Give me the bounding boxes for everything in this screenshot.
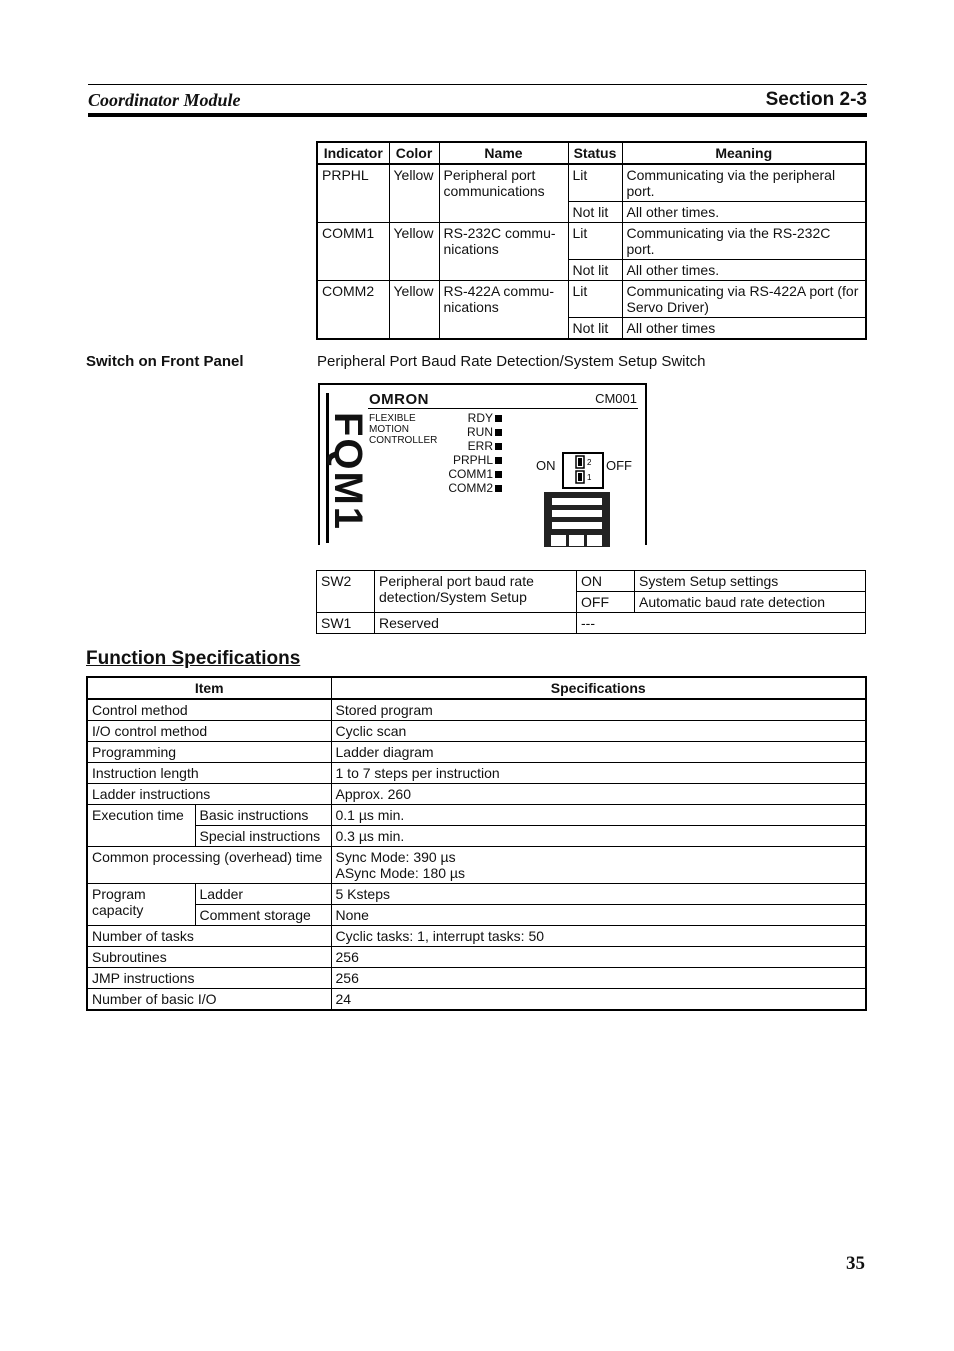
spec-cell: 1 to 7 steps per instruction xyxy=(331,763,866,784)
led-label: PRPHL xyxy=(452,453,493,467)
spec-cell: Ladder diagram xyxy=(331,742,866,763)
module-code: CM001 xyxy=(595,391,637,406)
status-cell: Lit xyxy=(568,164,622,202)
function-specs-table xyxy=(86,676,867,1011)
table-row xyxy=(87,763,866,784)
led-square-icon xyxy=(495,471,502,478)
spec-cell: 5 Ksteps xyxy=(331,884,866,905)
column-header: Status xyxy=(568,142,622,164)
sub-item-cell: Special instructions xyxy=(195,826,331,847)
table-header-row xyxy=(317,142,866,164)
table-row xyxy=(317,164,866,202)
spec-line: Sync Mode: 390 µs xyxy=(335,849,456,865)
meaning-cell: Automatic baud rate detection xyxy=(635,592,866,613)
status-cell: Not lit xyxy=(568,318,622,340)
switch-off-label: OFF xyxy=(606,458,632,473)
led-indicator xyxy=(426,481,502,495)
spec-cell: 256 xyxy=(331,968,866,989)
table-row xyxy=(317,571,866,592)
led-label: RDY xyxy=(467,411,493,425)
status-cell: Not lit xyxy=(568,202,622,223)
spec-cell: Stored program xyxy=(331,699,866,721)
brand-logo: OMRON xyxy=(369,391,429,408)
column-header: Item xyxy=(87,677,331,699)
item-cell: Instruction length xyxy=(87,763,331,784)
column-header: Meaning xyxy=(622,142,866,164)
table-row xyxy=(87,947,866,968)
meaning-cell: All other times. xyxy=(622,202,866,223)
spec-cell: 0.3 µs min. xyxy=(331,826,866,847)
function-cell: Peripheral port baud rate detection/System Setup xyxy=(375,571,577,613)
header-top-rule xyxy=(88,84,867,85)
spec-cell: 256 xyxy=(331,947,866,968)
page-header-section: Section 2-3 xyxy=(765,89,867,110)
status-cell: Lit xyxy=(568,281,622,318)
led-label: ERR xyxy=(467,439,493,453)
switch-caption: Peripheral Port Baud Rate Detection/System Setup Switch xyxy=(317,353,706,370)
sub-item-cell: Comment storage xyxy=(195,905,331,926)
model-logo xyxy=(326,401,370,541)
table-row xyxy=(87,905,866,926)
table-row xyxy=(87,784,866,805)
item-cell: Ladder instructions xyxy=(87,784,331,805)
spec-cell: 0.1 µs min. xyxy=(331,805,866,826)
switch-section-heading: Switch on Front Panel xyxy=(86,353,244,370)
led-square-icon xyxy=(495,429,502,436)
status-cell: Not lit xyxy=(568,260,622,281)
switch-number-1: 1 xyxy=(587,473,592,482)
name-cell: RS-422A commu-nications xyxy=(439,281,568,340)
column-header: Name xyxy=(439,142,568,164)
table-row xyxy=(87,805,866,826)
item-cell: Common processing (overhead) time xyxy=(87,847,331,884)
sub-item-cell: Basic instructions xyxy=(195,805,331,826)
switch-table xyxy=(316,570,866,634)
indicator-cell: COMM2 xyxy=(317,281,389,340)
item-cell: Number of basic I/O xyxy=(87,989,331,1011)
meaning-cell: Communicating via the RS-232C port. xyxy=(622,223,866,260)
dip-switch-graphic xyxy=(564,454,602,487)
column-header: Color xyxy=(389,142,439,164)
led-square-icon xyxy=(495,443,502,450)
meaning-cell: All other times. xyxy=(622,260,866,281)
spec-cell xyxy=(331,847,866,884)
header-rule xyxy=(88,113,867,117)
switch-cell: SW1 xyxy=(317,613,375,634)
table-row xyxy=(87,884,866,905)
color-cell: Yellow xyxy=(389,281,439,340)
front-panel-diagram xyxy=(318,383,647,545)
led-label: COMM2 xyxy=(448,481,493,495)
sub-item-cell: Ladder xyxy=(195,884,331,905)
peripheral-connector-icon xyxy=(544,492,610,547)
spec-line: ASync Mode: 180 µs xyxy=(335,865,465,881)
status-cell: Lit xyxy=(568,223,622,260)
panel-rule xyxy=(368,408,638,409)
item-cell: I/O control method xyxy=(87,721,331,742)
item-cell: JMP instructions xyxy=(87,968,331,989)
spec-cell: Cyclic tasks: 1, interrupt tasks: 50 xyxy=(331,926,866,947)
meaning-cell: Communicating via RS-422A port (for Servo Driver) xyxy=(622,281,866,318)
indicator-cell: COMM1 xyxy=(317,223,389,281)
dip-switch-icon xyxy=(562,452,604,489)
model-label: FQM1 xyxy=(326,411,371,531)
led-indicator xyxy=(426,453,502,467)
page-header-title: Coordinator Module xyxy=(88,90,241,110)
item-cell: Programming xyxy=(87,742,331,763)
led-square-icon xyxy=(495,457,502,464)
column-header: Indicator xyxy=(317,142,389,164)
switch-on-label: ON xyxy=(536,458,556,473)
table-header-row xyxy=(87,677,866,699)
connector-slot xyxy=(552,510,602,517)
spec-cell: Cyclic scan xyxy=(331,721,866,742)
table-row xyxy=(87,742,866,763)
table-row xyxy=(87,721,866,742)
connector-foot xyxy=(569,535,584,546)
led-label: RUN xyxy=(467,425,493,439)
color-cell: Yellow xyxy=(389,223,439,281)
function-cell: Reserved xyxy=(375,613,577,634)
product-line-text: CONTROLLER xyxy=(369,435,438,446)
table-row xyxy=(87,826,866,847)
table-row xyxy=(87,847,866,884)
led-square-icon xyxy=(495,415,502,422)
product-line-text: FLEXIBLE xyxy=(369,413,416,424)
led-indicator xyxy=(426,439,502,453)
table-row xyxy=(317,613,866,634)
table-row xyxy=(317,223,866,260)
led-indicator xyxy=(426,425,502,439)
item-cell: Control method xyxy=(87,699,331,721)
indicator-cell: PRPHL xyxy=(317,164,389,223)
connector-slot xyxy=(552,522,602,529)
meaning-cell: All other times xyxy=(622,318,866,340)
connector-slot xyxy=(552,498,602,505)
item-cell: Execution time xyxy=(87,805,195,847)
table-row xyxy=(87,968,866,989)
switch-number-2: 2 xyxy=(587,458,592,467)
led-square-icon xyxy=(495,485,502,492)
table-row xyxy=(87,699,866,721)
setting-cell: OFF xyxy=(577,592,635,613)
table-row xyxy=(87,989,866,1011)
connector-foot xyxy=(587,535,602,546)
table-row xyxy=(317,281,866,318)
indicator-table xyxy=(316,141,867,340)
led-indicator xyxy=(426,467,502,481)
item-cell: Number of tasks xyxy=(87,926,331,947)
page-number: 35 xyxy=(846,1253,865,1274)
item-cell: Subroutines xyxy=(87,947,331,968)
spec-cell: 24 xyxy=(331,989,866,1011)
led-label: COMM1 xyxy=(448,467,493,481)
setting-cell: --- xyxy=(577,613,866,634)
table-row xyxy=(87,926,866,947)
name-cell: RS-232C commu-nications xyxy=(439,223,568,281)
meaning-cell: Communicating via the peripheral port. xyxy=(622,164,866,202)
function-specs-heading: Function Specifications xyxy=(86,648,301,669)
spec-cell: Approx. 260 xyxy=(331,784,866,805)
led-indicator xyxy=(426,411,502,425)
connector-foot xyxy=(551,535,566,546)
product-line-text: MOTION xyxy=(369,424,409,435)
led-list xyxy=(426,411,502,495)
spec-cell: None xyxy=(331,905,866,926)
column-header: Specifications xyxy=(331,677,866,699)
name-cell: Peripheral port communications xyxy=(439,164,568,223)
switch-cell: SW2 xyxy=(317,571,375,613)
color-cell: Yellow xyxy=(389,164,439,223)
setting-cell: ON xyxy=(577,571,635,592)
item-cell: Program capacity xyxy=(87,884,195,926)
meaning-cell: System Setup settings xyxy=(635,571,866,592)
